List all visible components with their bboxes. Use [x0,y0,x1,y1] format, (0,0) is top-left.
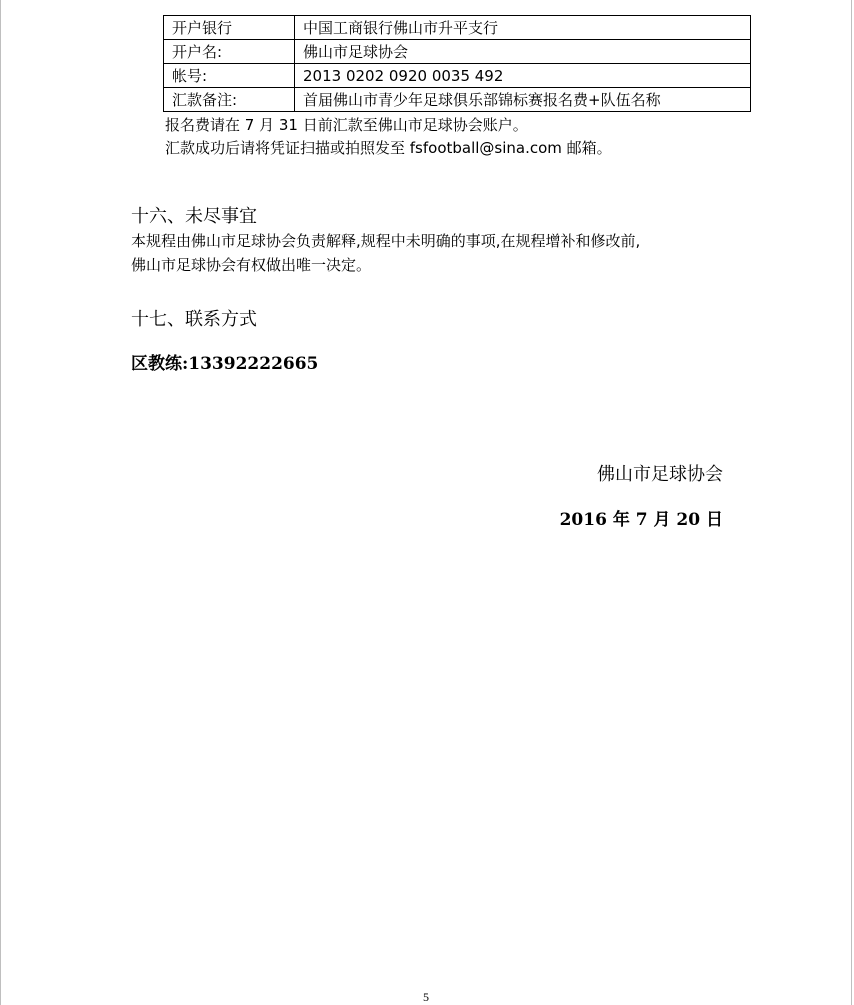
page-number: 5 [423,990,429,1004]
table-value-cell: 2013 0202 0920 0035 492 [295,64,751,88]
table-label-cell: 汇款备注: [164,88,295,112]
section-16-heading: 十六、未尽事宜 [131,206,257,227]
signature-organization: 佛山市足球协会 [597,464,723,485]
table-row [164,40,751,64]
table-row [164,88,751,112]
table-row [164,16,751,40]
table-label-cell: 开户名: [164,40,295,64]
contact-info: 区教练:13392222665 [131,354,319,374]
table-value-cell: 中国工商银行佛山市升平支行 [295,16,751,40]
section-16-paragraph-line-2: 佛山市足球协会有权做出唯一决定。 [131,256,372,274]
payment-receipt-note: 汇款成功后请将凭证扫描或拍照发至 fsfootball@sina.com 邮箱。 [165,139,612,157]
section-16-paragraph-line-1: 本规程由佛山市足球协会负责解释,规程中未明确的事项,在规程增补和修改前, [131,232,641,250]
table-row [164,64,751,88]
table-label-cell: 开户银行 [164,16,295,40]
section-17-heading: 十七、联系方式 [131,309,257,330]
table-value-cell: 佛山市足球协会 [295,40,751,64]
table-value-cell: 首届佛山市青少年足球俱乐部锦标赛报名费+队伍名称 [295,88,751,112]
signature-date: 2016 年 7 月 20 日 [559,510,723,530]
payment-deadline-note: 报名费请在 7 月 31 日前汇款至佛山市足球协会账户。 [165,116,528,134]
table-label-cell: 帐号: [164,64,295,88]
bank-info-table [163,15,751,112]
